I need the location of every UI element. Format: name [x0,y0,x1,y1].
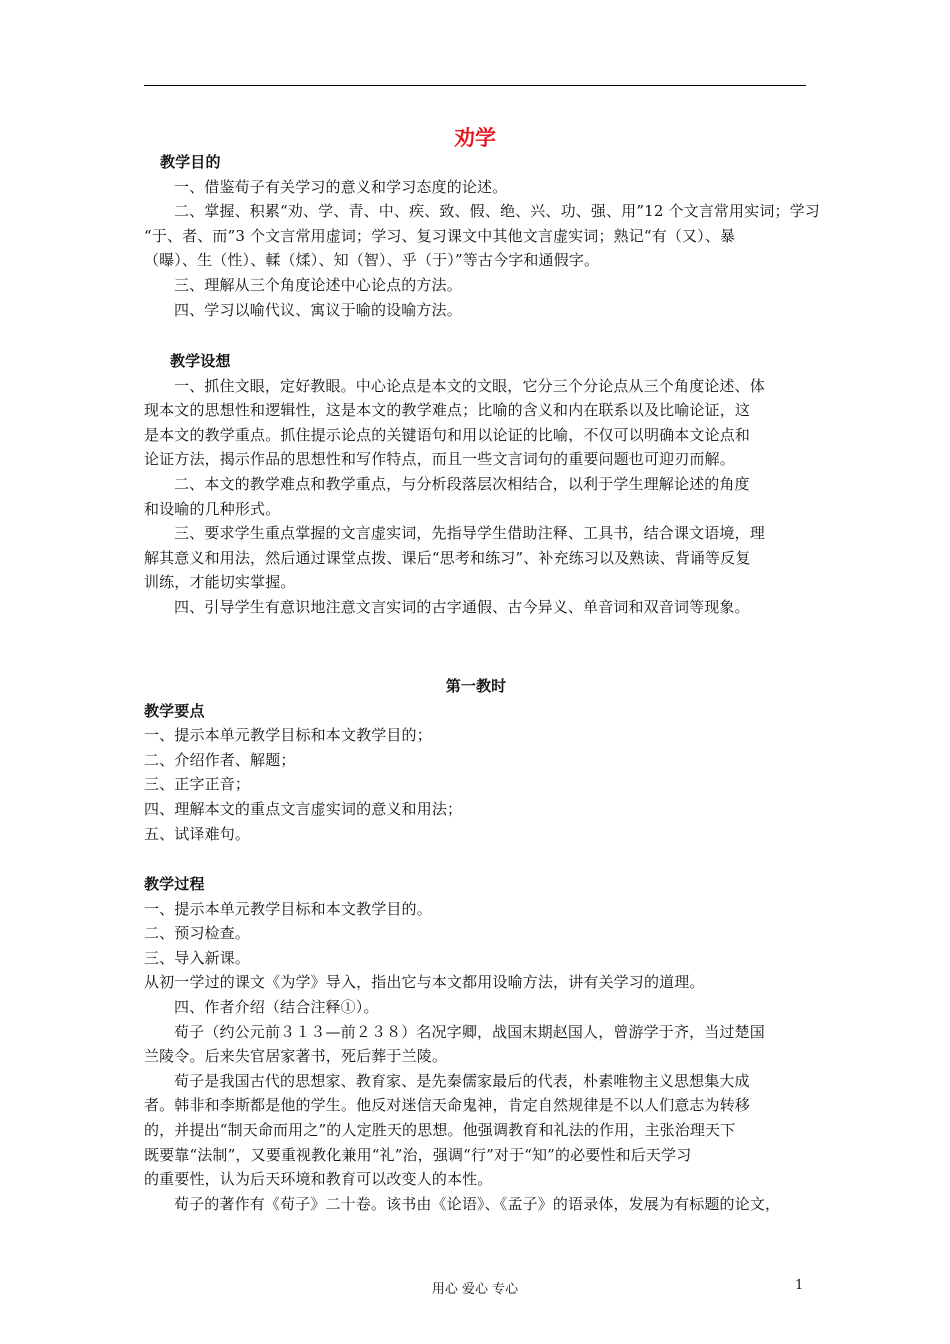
objectives-heading: 教学目的 [160,153,221,171]
process-section [144,872,808,1216]
objectives-line: （曝）、生（性）、輮（煣）、知（智）、乎（于）”等古今字和通假字。 [144,251,600,270]
ideas-section [144,349,808,620]
objectives-line: 三、理解从三个角度论述中心论点的方法。 [174,275,462,294]
process-line: 四、作者介绍（结合注释①）。 [174,997,379,1016]
ideas-line: 训练，才能切实掌握。 [144,573,296,592]
process-line: 的重要性，认为后天环境和教育可以改变人的本性。 [144,1170,493,1189]
points-item: 五、试译难句。 [144,824,251,843]
header-rule [144,85,806,86]
ideas-line: 论证方法，揭示作品的思想性和写作特点，而且一些文言词句的重要问题也可迎刃而解。 [144,450,735,469]
process-line: 二、预习检查。 [144,924,251,943]
points-item: 四、理解本文的重点文言虚实词的意义和用法； [144,799,463,818]
ideas-heading: 教学设想 [170,352,231,370]
ideas-line: 一、抓住文眼，定好教眼。中心论点是本文的文眼，它分三个分论点从三个角度论述、体 [174,376,765,395]
points-heading: 教学要点 [144,701,205,720]
ideas-line: 二、本文的教学难点和教学重点，与分析段落层次相结合，以利于学生理解论述的角度 [174,474,750,493]
objectives-line: 二、掌握、积累“劝、学、青、中、疾、致、假、绝、兴、功、强、用”12 个文言常用实词；学习 [174,202,820,221]
process-line: 荀子是我国古代的思想家、教育家、是先秦儒家最后的代表，朴素唯物主义思想集大成 [174,1071,750,1090]
objectives-line: 四、学习以喻代议、寓议于喻的设喻方法。 [174,300,462,319]
process-line: 荀子（约公元前３１３—前２３８）名况字卿，战国末期赵国人，曾游学于齐，当过楚国 [174,1022,765,1041]
points-item: 三、正字正音； [144,775,251,794]
ideas-line: 解其意义和用法，然后通过课堂点拨、课后“思考和练习”、补充练习以及熟读、背诵等反复 [144,548,751,567]
lesson-heading: 第一教时 [445,677,507,695]
ideas-line: 现本文的思想性和逻辑性，这是本文的教学难点；比喻的含义和内在联系以及比喻论证，这 [144,401,751,420]
ideas-line: 和设喻的几种形式。 [144,499,281,518]
page-number: 1 [795,1278,804,1293]
process-line: 一、提示本单元教学目标和本文教学目的。 [144,899,432,918]
process-line: 的，并提出“制天命而用之”的人定胜天的思想。他强调教育和礼法的作用，主张治理天下 [144,1120,736,1139]
objectives-line: 一、借鉴荀子有关学习的意义和学习态度的论述。 [174,177,508,196]
points-item: 二、介绍作者、解题； [144,750,296,769]
objectives-line: “于、者、而”3 个文言常用虚词；学习、复习课文中其他文言虚实词；熟记“有（又）、暴 [144,226,736,245]
objectives-section [144,150,820,322]
process-line: 三、导入新课。 [144,948,251,967]
process-line: 从初一学过的课文《为学》导入，指出它与本文都用设喻方法，讲有关学习的道理。 [144,973,705,992]
process-heading: 教学过程 [144,875,205,893]
points-item: 一、提示本单元教学目标和本文教学目的； [144,726,432,745]
document-title: 劝学 [454,125,496,150]
process-line: 兰陵令。后来失官居家著书，死后葬于兰陵。 [144,1047,448,1066]
process-line: 者。韩非和李斯都是他的学生。他反对迷信天命鬼神，肯定自然规律是不以人们意志为转移 [144,1096,751,1115]
ideas-line: 四、引导学生有意识地注意文言实词的古字通假、古今异义、单音词和双音词等现象。 [174,597,750,616]
footer-text: 用心 爱心 专心 [431,1282,519,1297]
ideas-line: 是本文的教学重点。抓住提示论点的关键语句和用以论证的比喻，不仅可以明确本文论点和 [144,425,751,444]
ideas-line: 三、要求学生重点掌握的文言虚实词，先指导学生借助注释、工具书，结合课文语境，理 [174,524,765,543]
process-line: 既要靠“法制”，又要重视教化兼用“礼”治，强调“行”对于“知”的必要性和后天学习 [144,1145,692,1164]
lesson-section [144,674,808,846]
process-line: 荀子的著作有《荀子》二十卷。该书由《论语》、《孟子》的语录体，发展为有标题的论文， [174,1194,781,1213]
